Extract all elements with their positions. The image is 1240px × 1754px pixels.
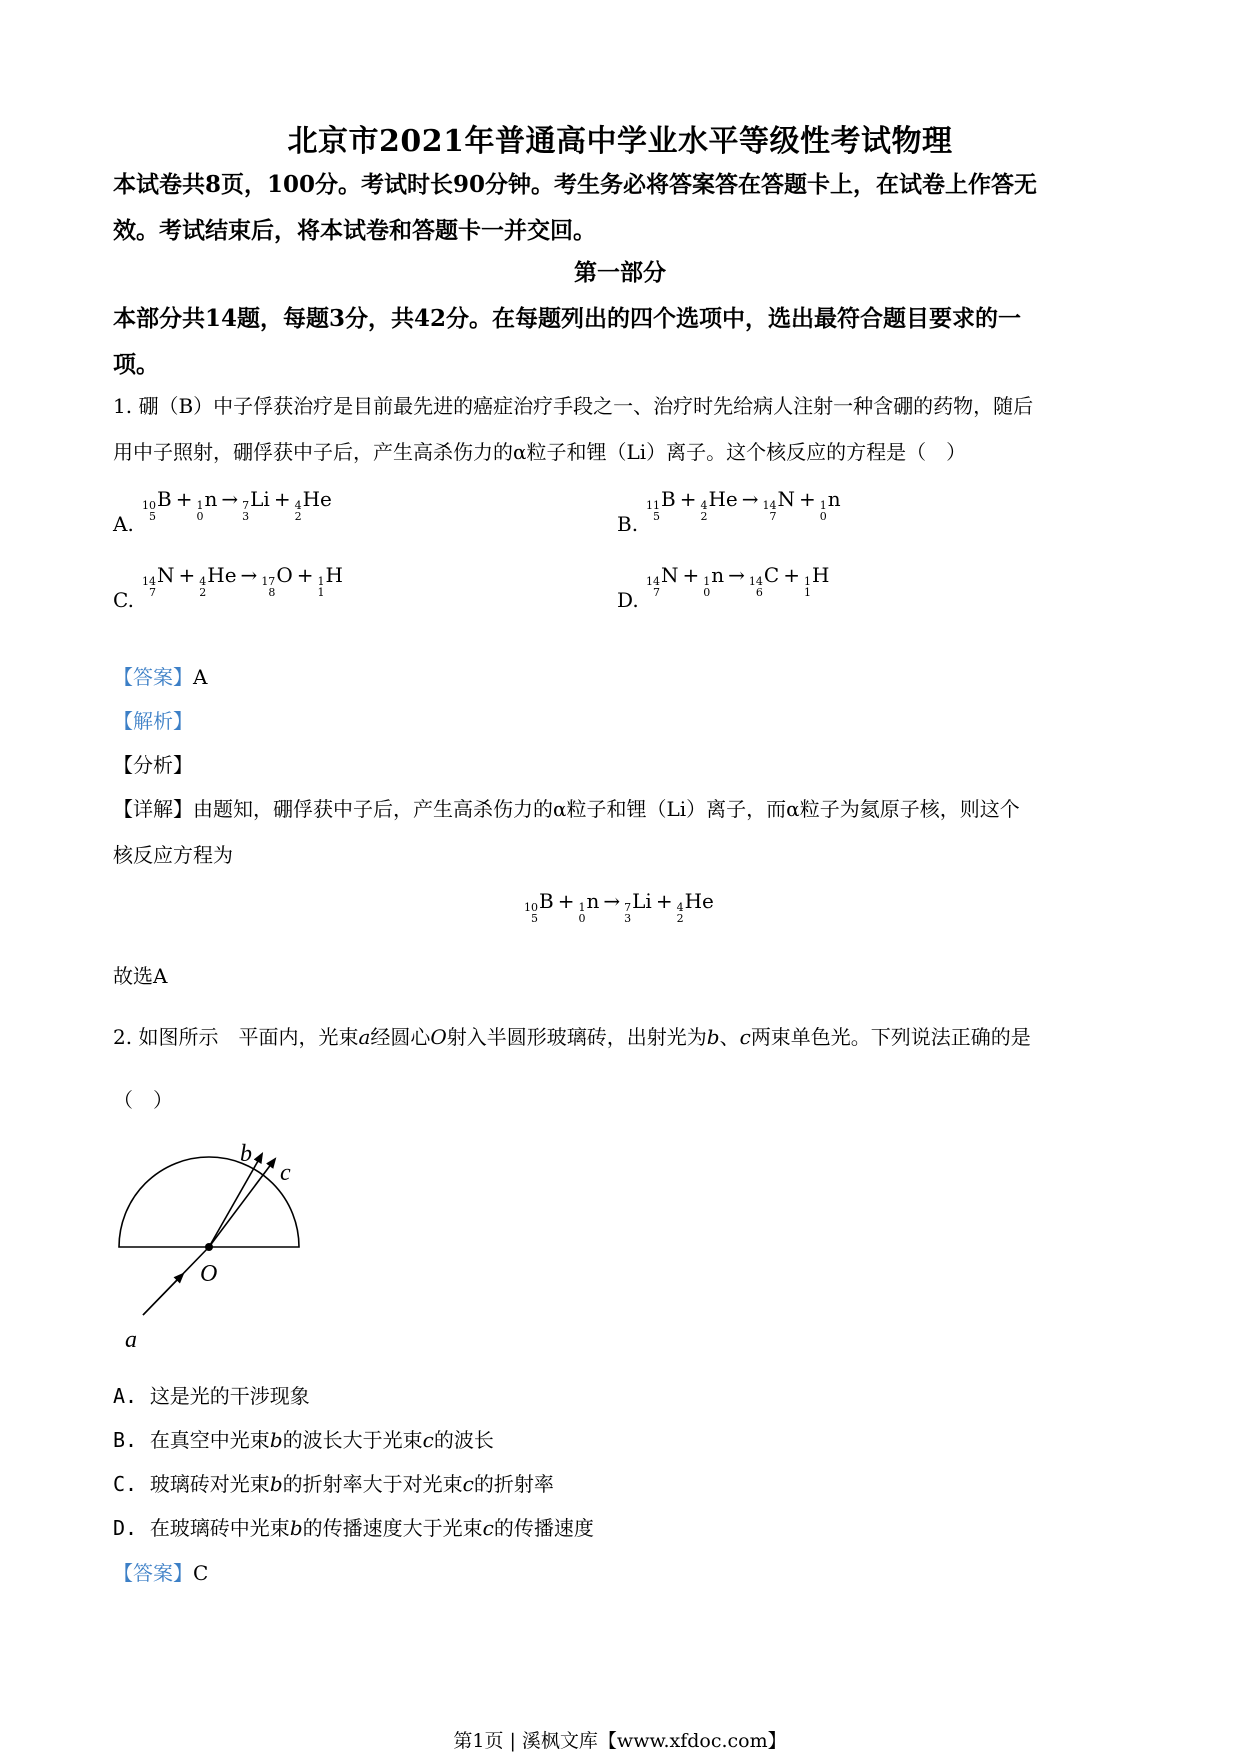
nuclide: 10 5 B bbox=[142, 487, 172, 523]
nuclide: 1 1 H bbox=[804, 563, 830, 599]
answer-tag: 【答案】 bbox=[113, 665, 193, 689]
plus-operator: + bbox=[655, 889, 673, 913]
answer-tag: 【答案】 bbox=[113, 1561, 193, 1585]
section-desc-1: 本部分共14题，每题3分，共42分。在每题列出的四个选项中，选出最符合题目要求的一 bbox=[113, 305, 1022, 332]
center-point bbox=[205, 1243, 213, 1251]
q1-option-b-equation bbox=[646, 487, 841, 523]
ray-a-arrow bbox=[143, 1274, 183, 1315]
q2-stem: 2. 如图所示 平面内，光束a经圆心O射入半圆形玻璃砖，出射光为b、c两束单色光。下列说法正确的是 bbox=[113, 1025, 1031, 1049]
nuclide: 1 0 n bbox=[578, 889, 600, 925]
q1-option-d-equation bbox=[646, 563, 830, 599]
nuclide: 4 2 He bbox=[294, 487, 332, 523]
section-title: 第一部分 bbox=[574, 259, 666, 286]
q1-stem-2: 用中子照射，硼俘获中子后，产生高杀伤力的α粒子和锂（Li）离子。这个核反应的方程是（ ） bbox=[113, 440, 967, 464]
q2-paren: （ ） bbox=[113, 1088, 173, 1112]
answer-value: C bbox=[193, 1561, 209, 1585]
nuclide: 14 7 N bbox=[762, 487, 796, 523]
analysis-tag: 【解析】 bbox=[113, 709, 193, 733]
q2-option-a: A. 这是光的干涉现象 bbox=[113, 1384, 310, 1408]
page-title: 北京市2021年普通高中学业水平等级性考试物理 bbox=[287, 124, 953, 159]
nuclide: 7 3 Li bbox=[624, 889, 652, 925]
q1-option-b-label: B. bbox=[617, 512, 639, 536]
q1-detail-1 bbox=[113, 793, 1020, 822]
nuclide: 14 7 N bbox=[142, 563, 175, 599]
q1-answer bbox=[113, 661, 207, 690]
label-O: O bbox=[200, 1261, 218, 1287]
plus-operator: + bbox=[175, 487, 193, 511]
arrow-operator: → bbox=[221, 487, 239, 511]
q1-detail-2: 核反应方程为 bbox=[113, 843, 233, 867]
plus-operator: + bbox=[682, 563, 700, 587]
plus-operator: + bbox=[679, 487, 697, 511]
nuclide: 1 0 n bbox=[819, 487, 841, 523]
arrow-operator: → bbox=[240, 563, 258, 587]
intro-line-1: 本试卷共8页，100分。考试时长90分钟。考生务必将答案答在答题卡上，在试卷上作答无 bbox=[113, 171, 1038, 198]
arrow-operator: → bbox=[603, 889, 621, 913]
intro-line-2: 效。考试结束后，将本试卷和答题卡一并交回。 bbox=[113, 217, 596, 244]
nuclide: 4 2 He bbox=[199, 563, 237, 599]
page-footer: 第1页 | 溪枫文库【www.xfdoc.com】 bbox=[453, 1730, 787, 1752]
nuclide: 10 5 B bbox=[524, 889, 554, 925]
label-c: c bbox=[280, 1160, 291, 1186]
plus-operator: + bbox=[557, 889, 575, 913]
nuclide: 1 0 n bbox=[703, 563, 725, 599]
q2-option-c: C. 玻璃砖对光束b的折射率大于对光束c的折射率 bbox=[113, 1472, 554, 1496]
q1-conclusion: 故选A bbox=[113, 964, 168, 988]
plus-operator: + bbox=[783, 563, 800, 587]
answer-value: A bbox=[193, 665, 208, 689]
label-a: a bbox=[125, 1327, 137, 1353]
section-desc-2: 项。 bbox=[113, 351, 159, 378]
label-b: b bbox=[240, 1141, 252, 1167]
q1-stem-1: 1. 硼（B）中子俘获治疗是目前最先进的癌症治疗手段之一、治疗时先给病人注射一种含硼的药物，随后 bbox=[113, 394, 1034, 418]
semicircle bbox=[119, 1157, 299, 1247]
q1-option-c-equation bbox=[142, 563, 343, 599]
plus-operator: + bbox=[296, 563, 314, 587]
nuclide: 17 8 O bbox=[261, 563, 293, 599]
q2-option-b: B. 在真空中光束b的波长大于光束c的波长 bbox=[113, 1428, 494, 1452]
q1-detail-equation bbox=[524, 889, 714, 925]
plus-operator: + bbox=[799, 487, 816, 511]
plus-operator: + bbox=[273, 487, 291, 511]
arrow-operator: → bbox=[741, 487, 759, 511]
ray-b bbox=[209, 1154, 262, 1247]
nuclide: 14 7 N bbox=[646, 563, 679, 599]
nuclide: 1 1 H bbox=[317, 563, 343, 599]
arrow-operator: → bbox=[728, 563, 745, 587]
detail-tag: 【详解】 bbox=[113, 797, 193, 821]
q2-figure bbox=[100, 1140, 330, 1355]
plus-operator: + bbox=[178, 563, 196, 587]
nuclide: 4 2 He bbox=[700, 487, 738, 523]
nuclide: 4 2 He bbox=[676, 889, 714, 925]
detail-text: 由题知，硼俘获中子后，产生高杀伤力的α粒子和锂（Li）离子，而α粒子为氦原子核，则这个 bbox=[193, 797, 1020, 821]
q2-option-d: D. 在玻璃砖中光束b的传播速度大于光束c的传播速度 bbox=[113, 1516, 594, 1540]
nuclide: 1 0 n bbox=[196, 487, 218, 523]
nuclide: 7 3 Li bbox=[242, 487, 270, 523]
q1-option-a-label: A. bbox=[113, 512, 134, 536]
nuclide: 11 5 B bbox=[646, 487, 676, 523]
q2-answer bbox=[113, 1557, 208, 1586]
q1-option-a-equation bbox=[142, 487, 332, 523]
q1-option-c-label: C. bbox=[113, 588, 134, 612]
nuclide: 14 6 C bbox=[748, 563, 780, 599]
ray-c bbox=[209, 1159, 275, 1247]
fenxi-tag: 【分析】 bbox=[113, 753, 193, 777]
q1-option-d-label: D. bbox=[617, 588, 639, 612]
